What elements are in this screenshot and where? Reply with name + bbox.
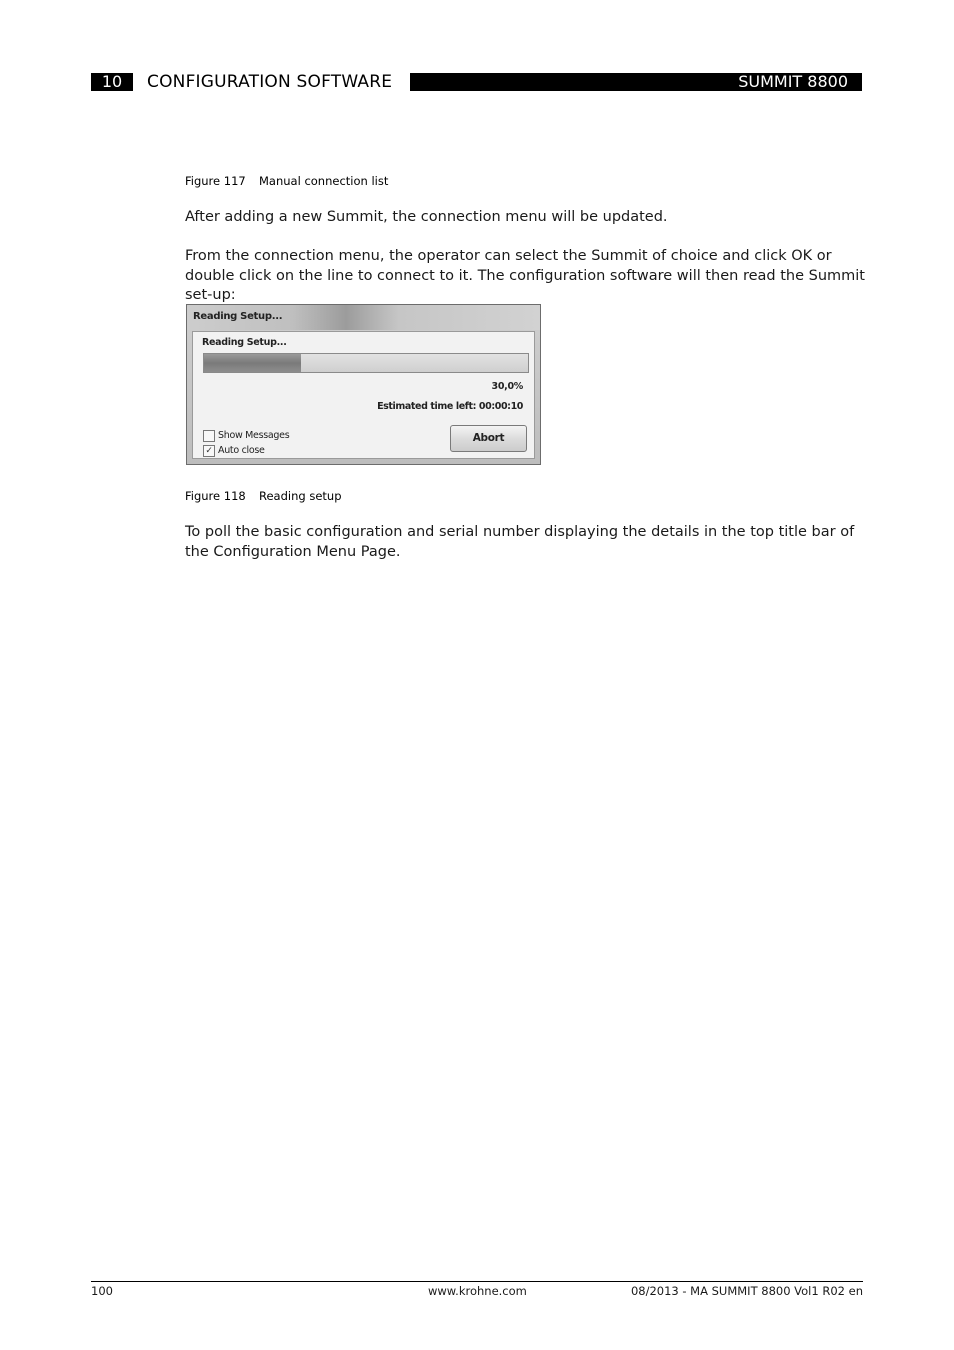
show-messages-option[interactable] xyxy=(203,430,289,442)
dialog-status-label: Reading Setup... xyxy=(202,337,287,348)
footer-website[interactable]: www.krohne.com xyxy=(428,1284,527,1298)
figure-118-number: Figure 118 xyxy=(185,489,246,503)
figure-118-caption xyxy=(185,489,342,503)
paragraph-select-summit: From the connection menu, the operator can select the Summit of choice and click OK or double click on the line to connect to it. The configuration software will then read the Summit set-up: xyxy=(185,248,865,303)
product-name: SUMMIT 8800 xyxy=(738,72,848,91)
figure-118-title: Reading setup xyxy=(259,489,342,503)
figure-117-number: Figure 117 xyxy=(185,174,246,188)
footer-rule xyxy=(91,1281,863,1282)
auto-close-checkbox[interactable]: ✓ xyxy=(203,445,215,457)
footer-document-reference: 08/2013 - MA SUMMIT 8800 Vol1 R02 en xyxy=(630,1284,863,1298)
estimated-time-left: Estimated time left: 00:00:10 xyxy=(377,401,523,412)
progress-bar-fill xyxy=(204,354,301,372)
dialog-title: Reading Setup... xyxy=(193,311,283,322)
auto-close-label: Auto close xyxy=(218,445,265,456)
abort-button[interactable]: Abort xyxy=(450,425,527,452)
figure-117-title: Manual connection list xyxy=(259,174,389,188)
chapter-title: CONFIGURATION SOFTWARE xyxy=(147,72,393,92)
paragraph-poll-configuration: To poll the basic configuration and serial number displaying the details in the top title bar of the Configuration Menu Page. xyxy=(185,524,855,560)
show-messages-checkbox[interactable] xyxy=(203,430,215,442)
chapter-number: 10 xyxy=(91,73,133,91)
paragraph-connection-updated: After adding a new Summit, the connection menu will be updated. xyxy=(185,209,668,225)
reading-setup-dialog xyxy=(186,304,541,465)
auto-close-option[interactable] xyxy=(203,445,265,457)
dialog-body xyxy=(192,331,535,459)
footer-page-number: 100 xyxy=(91,1284,113,1298)
show-messages-label: Show Messages xyxy=(218,430,290,441)
progress-percent: 30,0% xyxy=(491,381,523,392)
progress-bar xyxy=(203,353,529,373)
dialog-titlebar xyxy=(187,305,540,330)
figure-117-caption xyxy=(185,174,388,188)
header-bar xyxy=(410,73,862,91)
